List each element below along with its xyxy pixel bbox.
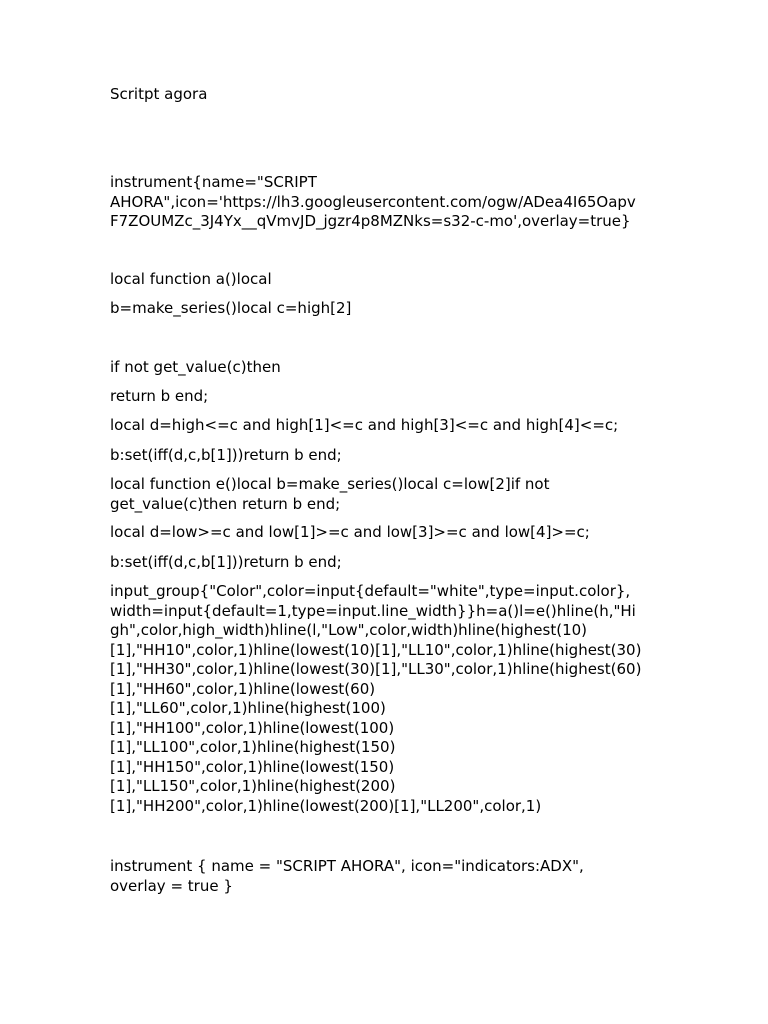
instrument-line-2: AHORA",icon='https://lh3.googleusercontent.com/ogw/ADea4I65Oapv [110,192,636,211]
input-group-line: [1],"LL150",color,1)hline(highest(200) [110,777,396,795]
input-group-line: [1],"LL60",color,1)hline(highest(100) [110,699,386,717]
instrument-line-1: instrument{name="SCRIPT [110,173,317,191]
instrument-line-3: F7ZOUMZc_3J4Yx__qVmvJD_jgzr4p8MZNks=s32-c-mo',overlay=true} [110,212,631,230]
instrument2-line-1: instrument { name = "SCRIPT AHORA", icon="indicators:ADX", [110,857,584,875]
code-line: b=make_series()local c=high[2] [110,299,352,317]
instrument2-line-2: overlay = true } [110,876,233,895]
input-group-line: [1],"HH200",color,1)hline(lowest(200)[1],"LL200",color,1) [110,796,542,815]
document-title: Scritpt agora [110,85,208,103]
code-line: local d=low>=c and low[1]>=c and low[3]>=c and low[4]>=c; [110,523,590,541]
input-group-line: [1],"HH100",color,1)hline(lowest(100) [110,718,395,737]
input-group-line: [1],"HH10",color,1)hline(lowest(10)[1],"LL10",color,1)hline(highest(30) [110,640,642,659]
code-line: b:set(iff(d,c,b[1]))return b end; [110,446,342,464]
input-group-line: [1],"HH150",color,1)hline(lowest(150) [110,757,395,776]
input-group-line: [1],"HH60",color,1)hline(lowest(60) [110,679,376,698]
input-group-line: input_group{"Color",color=input{default="white",type=input.color}, [110,582,631,600]
code-line: local function e()local b=make_series()local c=low[2]if not [110,475,550,493]
code-line: if not get_value(c)then [110,358,281,376]
input-group-line: [1],"LL100",color,1)hline(highest(150) [110,738,396,756]
input-group-line: width=input{default=1,type=input.line_width}}h=a()l=e()hline(h,"Hi [110,601,636,620]
code-line: local d=high<=c and high[1]<=c and high[3]<=c and high[4]<=c; [110,416,619,434]
code-line: return b end; [110,387,209,405]
code-line: b:set(iff(d,c,b[1]))return b end; [110,553,342,571]
code-line: local function a()local [110,270,272,288]
input-group-line: gh",color,high_width)hline(l,"Low",color,width)hline(highest(10) [110,621,588,639]
input-group-line: [1],"HH30",color,1)hline(lowest(30)[1],"LL30",color,1)hline(highest(60) [110,660,642,678]
code-line: get_value(c)then return b end; [110,494,341,513]
